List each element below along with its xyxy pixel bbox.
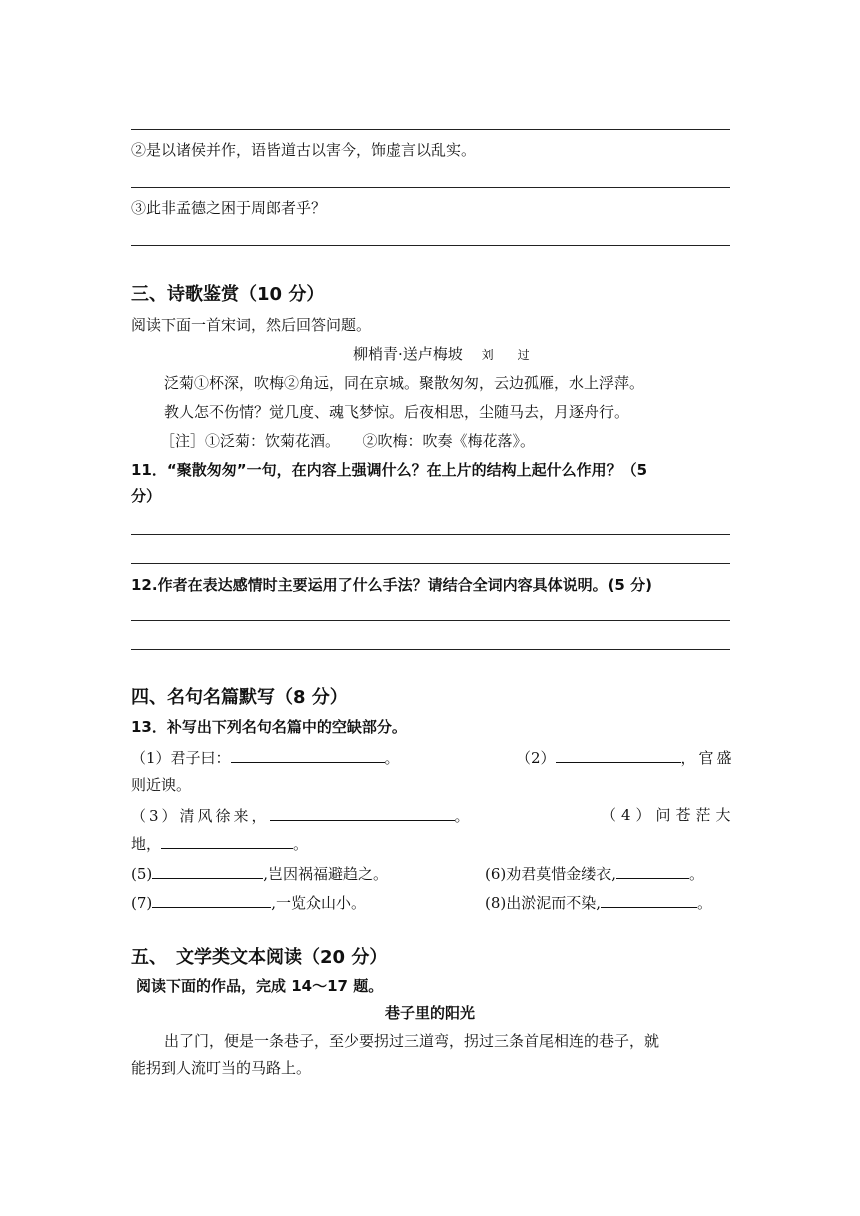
fill-row-1-cont: 则近谀。 xyxy=(131,776,192,794)
fill-prompt: (7) xyxy=(131,894,153,912)
fill-prompt: ，官盛 xyxy=(680,749,735,767)
fill-blank[interactable] xyxy=(616,863,689,879)
section-heading: 四、名句名篇默写（8 分） xyxy=(131,687,348,708)
fill-prompt: (5) xyxy=(131,865,153,883)
fill-prompt: 。 xyxy=(293,835,309,853)
answer-line xyxy=(131,620,730,621)
fill-prompt: 。 xyxy=(384,749,400,767)
answer-line xyxy=(131,129,730,130)
fill-blank[interactable] xyxy=(152,892,271,908)
fill-row-4 xyxy=(131,892,730,913)
fill-row-3 xyxy=(131,863,730,884)
fill-prompt: （3）清风徐来， xyxy=(131,807,270,825)
fill-prompt: (6)劝君莫惜金缕衣, xyxy=(485,865,617,883)
fill-prompt: 。 xyxy=(689,865,705,883)
instruction: 阅读下面一首宋词，然后回答问题。 xyxy=(131,316,372,334)
fill-blank[interactable] xyxy=(601,892,697,908)
fill-row-2 xyxy=(131,805,736,826)
fill-prompt: （1）君子曰： xyxy=(131,749,231,767)
answer-line xyxy=(131,245,730,246)
fill-blank[interactable] xyxy=(152,863,263,879)
answer-line xyxy=(131,563,730,564)
answer-line xyxy=(131,187,730,188)
poem-author: 刘 过 xyxy=(481,348,530,362)
poem-title xyxy=(353,344,530,365)
fill-prompt: (8)出淤泥而不染, xyxy=(485,894,602,912)
translation-item-3: ③此非孟德之困于周郎者乎？ xyxy=(131,199,327,217)
fill-blank[interactable] xyxy=(161,833,293,849)
fill-prompt: 。 xyxy=(454,807,470,825)
poem-line: 泛菊①杯深，吹梅②角远，同在京城。聚散匆匆，云边孤雁，水上浮萍。 xyxy=(164,374,645,392)
answer-line xyxy=(131,649,730,650)
fill-blank[interactable] xyxy=(270,805,455,821)
fill-prompt: ,一览众山小。 xyxy=(271,894,367,912)
fill-row-2-cont xyxy=(131,833,308,854)
fill-prompt: 地， xyxy=(131,835,162,853)
fill-prompt: ,岂因祸福避趋之。 xyxy=(263,865,389,883)
question-11-cont: 分） xyxy=(131,487,162,505)
article-paragraph: 出了门，便是一条巷子，至少要拐过三道弯，拐过三条首尾相连的巷子，就 xyxy=(164,1032,660,1050)
section-heading: 三、诗歌鉴赏（10 分） xyxy=(131,284,325,305)
question-12: 12.作者在表达感情时主要运用了什么手法？请结合全词内容具体说明。(5 分) xyxy=(131,576,652,594)
fill-prompt: （4）问苍茫大 xyxy=(601,806,736,824)
translation-item-2: ②是以诸侯并作，语皆道古以害今，饰虚言以乱实。 xyxy=(131,141,477,159)
question-11: 11．“聚散匆匆”一句，在内容上强调什么？在上片的结构上起什么作用？（5 xyxy=(131,461,648,479)
fill-prompt: （2） xyxy=(516,749,556,767)
article-paragraph-cont: 能拐到人流叮当的马路上。 xyxy=(131,1059,312,1077)
instruction: 阅读下面的作品，完成 14～17 题。 xyxy=(136,977,384,995)
poem-title-text: 柳梢青·送卢梅坡 xyxy=(353,345,463,363)
fill-prompt: 。 xyxy=(697,894,713,912)
poem-line: 教人怎不伤情？觉几度、魂飞梦惊。后夜相思，尘随马去，月逐舟行。 xyxy=(164,403,630,421)
fill-blank[interactable] xyxy=(556,747,681,763)
answer-line xyxy=(131,534,730,535)
section-heading: 五、 文学类文本阅读（20 分） xyxy=(131,947,388,968)
poem-note: ［注］①泛菊：饮菊花酒。 ②吹梅：吹奏《梅花落》。 xyxy=(160,432,536,450)
article-title: 巷子里的阳光 xyxy=(385,1004,476,1022)
question-13: 13．补写出下列名句名篇中的空缺部分。 xyxy=(131,718,407,736)
fill-blank[interactable] xyxy=(231,747,385,763)
fill-row-1 xyxy=(131,747,735,768)
